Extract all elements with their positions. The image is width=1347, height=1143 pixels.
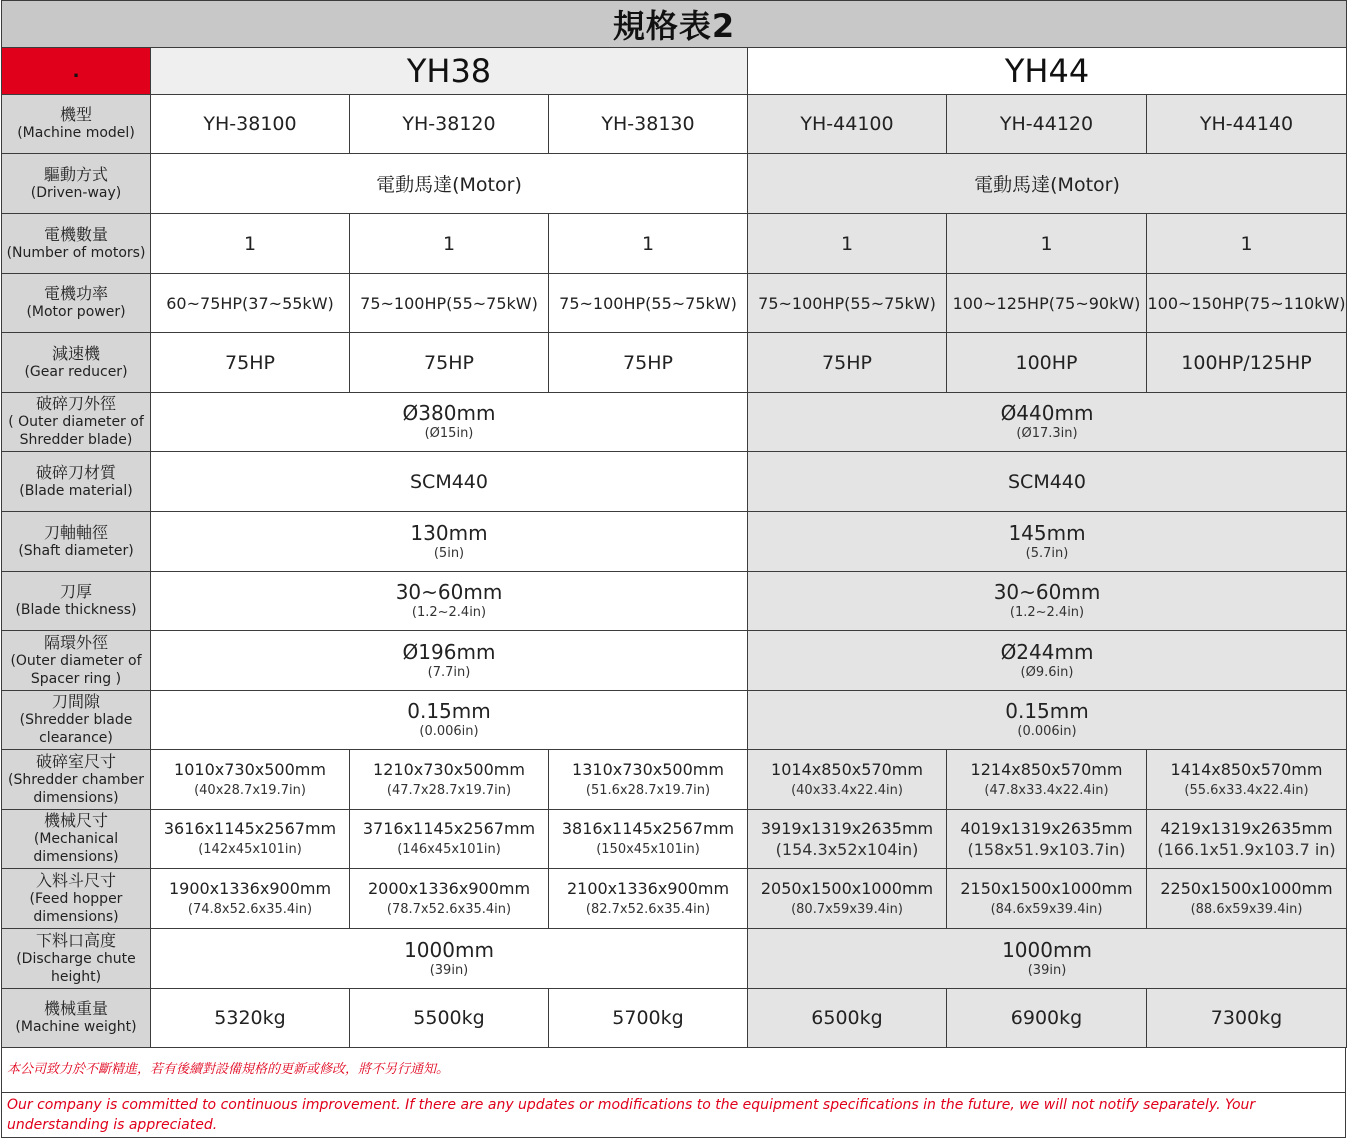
row-label-thickness: 刀厚 (Blade thickness) [2,572,151,631]
mech-dim-cell: 3616x1145x2567mm (142x45x101in) [151,810,350,869]
row-label-weight: 機械重量 (Machine weight) [2,989,151,1048]
weight-cell: 6500kg [748,989,947,1048]
gear-reducer-cell: 75HP [549,333,748,393]
gear-reducer-cell: 75HP [748,333,947,393]
row-label-machine-model: 機型 (Machine model) [2,95,151,154]
hopper-cell: 1900x1336x900mm (74.8x52.6x35.4in) [151,869,350,929]
corner-cell: . [2,48,151,95]
weight-cell: 7300kg [1147,989,1347,1048]
row-label-blade-od: 破碎刀外徑 ( Outer diameter of Shredder blade) [2,393,151,452]
mech-dim-cell: 3816x1145x2567mm (150x45x101in) [549,810,748,869]
chamber-cell: 1010x730x500mm (40x28.7x19.7in) [151,750,350,810]
mech-dim-cell: 3919x1319x2635mm (154.3x52x104in) [748,810,947,869]
row-label-shaft: 刀軸軸徑 (Shaft diameter) [2,512,151,572]
row-label-motor-power: 電機功率 (Motor power) [2,274,151,333]
chamber-cell: 1310x730x500mm (51.6x28.7x19.7in) [549,750,748,810]
weight-cell: 5500kg [350,989,549,1048]
hopper-cell: 2150x1500x1000mm (84.6x59x39.4in) [947,869,1147,929]
gear-reducer-cell: 100HP [947,333,1147,393]
blade-material-cell: SCM440 [748,452,1347,512]
motor-power-cell: 100~150HP(75~110kW) [1147,274,1347,333]
clearance-cell: 0.15mm (0.006in) [748,691,1347,750]
mech-dim-cell: 4019x1319x2635mm (158x51.9x103.7in) [947,810,1147,869]
chamber-cell: 1014x850x570mm (40x33.4x22.4in) [748,750,947,810]
chamber-cell: 1414x850x570mm (55.6x33.4x22.4in) [1147,750,1347,810]
motors-cell: 1 [151,214,350,274]
row-label-blade-material: 破碎刀材質 (Blade material) [2,452,151,512]
row-label-clearance: 刀間隙 (Shredder blade clearance) [2,691,151,750]
motor-power-cell: 100~125HP(75~90kW) [947,274,1147,333]
gear-reducer-cell: 100HP/125HP [1147,333,1347,393]
motors-cell: 1 [748,214,947,274]
chute-cell: 1000mm (39in) [748,929,1347,989]
spec-table [1,0,1347,1048]
clearance-cell: 0.15mm (0.006in) [151,691,748,750]
thickness-cell: 30~60mm (1.2~2.4in) [151,572,748,631]
motor-power-cell: 60~75HP(37~55kW) [151,274,350,333]
spacer-cell: Ø196mm (7.7in) [151,631,748,691]
motor-power-cell: 75~100HP(55~75kW) [549,274,748,333]
hopper-cell: 2000x1336x900mm (78.7x52.6x35.4in) [350,869,549,929]
row-label-driven-way: 驅動方式 (Driven-way) [2,154,151,214]
shaft-cell: 130mm (5in) [151,512,748,572]
blade-od-cell: Ø440mm (Ø17.3in) [748,393,1347,452]
model-cell: YH-38100 [151,95,350,154]
model-cell: YH-38120 [350,95,549,154]
shaft-cell: 145mm (5.7in) [748,512,1347,572]
motors-cell: 1 [947,214,1147,274]
group-header-yh38: YH38 [151,48,748,95]
blade-material-cell: SCM440 [151,452,748,512]
driven-way-cell: 電動馬達(Motor) [748,154,1347,214]
gear-reducer-cell: 75HP [151,333,350,393]
row-label-motors: 電機數量 (Number of motors) [2,214,151,274]
row-label-gear-reducer: 減速機 (Gear reducer) [2,333,151,393]
motor-power-cell: 75~100HP(55~75kW) [748,274,947,333]
model-cell: YH-44140 [1147,95,1347,154]
chamber-cell: 1214x850x570mm (47.8x33.4x22.4in) [947,750,1147,810]
motors-cell: 1 [549,214,748,274]
motors-cell: 1 [1147,214,1347,274]
chamber-cell: 1210x730x500mm (47.7x28.7x19.7in) [350,750,549,810]
hopper-cell: 2050x1500x1000mm (80.7x59x39.4in) [748,869,947,929]
gear-reducer-cell: 75HP [350,333,549,393]
weight-cell: 5700kg [549,989,748,1048]
model-cell: YH-44120 [947,95,1147,154]
mech-dim-cell: 4219x1319x2635mm (166.1x51.9x103.7 in) [1147,810,1347,869]
notes-box [1,1048,1346,1138]
driven-way-cell: 電動馬達(Motor) [151,154,748,214]
group-header-yh44: YH44 [748,48,1347,95]
blade-od-cell: Ø380mm (Ø15in) [151,393,748,452]
row-label-chute: 下料口高度 (Discharge chute height) [2,929,151,989]
mech-dim-cell: 3716x1145x2567mm (146x45x101in) [350,810,549,869]
spacer-cell: Ø244mm (Ø9.6in) [748,631,1347,691]
weight-cell: 5320kg [151,989,350,1048]
motor-power-cell: 75~100HP(55~75kW) [350,274,549,333]
chute-cell: 1000mm (39in) [151,929,748,989]
row-label-hopper: 入料斗尺寸 (Feed hopper dimensions) [2,869,151,929]
row-label-mech-dim: 機械尺寸 (Mechanical dimensions) [2,810,151,869]
hopper-cell: 2100x1336x900mm (82.7x52.6x35.4in) [549,869,748,929]
hopper-cell: 2250x1500x1000mm (88.6x59x39.4in) [1147,869,1347,929]
model-cell: YH-38130 [549,95,748,154]
thickness-cell: 30~60mm (1.2~2.4in) [748,572,1347,631]
note-chinese: 本公司致力於不斷精進，若有後續對設備規格的更新或修改，將不另行通知。 [2,1048,1345,1093]
weight-cell: 6900kg [947,989,1147,1048]
model-cell: YH-44100 [748,95,947,154]
motors-cell: 1 [350,214,549,274]
row-label-chamber: 破碎室尺寸 (Shredder chamber dimensions) [2,750,151,810]
note-english: Our company is committed to continuous improvement. If there are any updates or modifications to the equipment specifications in the future, we will not notify separately. Your understanding is appreciated. [7,1097,1256,1133]
row-label-spacer: 隔環外徑 (Outer diameter of Spacer ring ) [2,631,151,691]
page-title: 規格表2 [2,1,1347,48]
